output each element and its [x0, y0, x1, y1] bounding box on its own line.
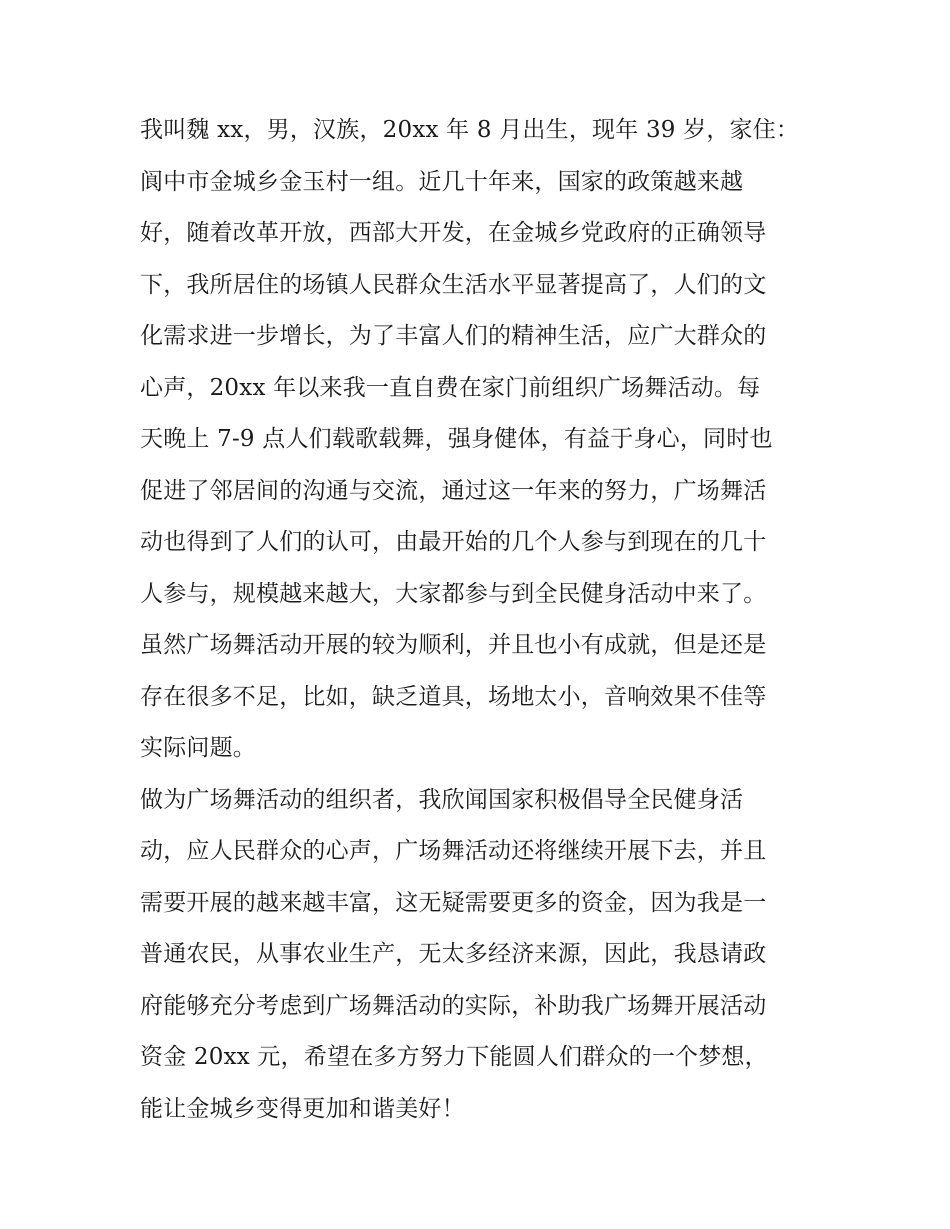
document-body	[140, 105, 820, 1135]
text-line: 人参与，规模越来越大，大家都参与到全民健身活动中来了。	[140, 580, 767, 607]
text-line: 下，我所居住的场镇人民群众生活水平显著提高了，人们的文	[140, 271, 767, 298]
text-line: 我叫魏 xx，男，汉族，20xx 年 8 月出生，现年 39 岁，家住：	[140, 117, 800, 143]
text-line: 促进了邻居间的沟通与交流，通过这一年来的努力，广场舞活	[140, 477, 767, 504]
text-line: 实际问题。	[140, 735, 256, 761]
text-line: 天晚上 7-9 点人们载歌载舞，强身健体，有益于身心，同时也	[140, 426, 773, 452]
text-line: 阆中市金城乡金玉村一组。近几十年来，国家的政策越来越	[140, 168, 744, 195]
text-line: 化需求进一步增长，为了丰富人们的精神生活，应广大群众的	[140, 323, 767, 349]
text-line: 动也得到了人们的认可，由最开始的几个人参与到现在的几十	[140, 529, 767, 555]
text-line: 做为广场舞活动的组织者，我欣闻国家积极倡导全民健身活	[140, 786, 744, 813]
paragraph-1	[140, 105, 820, 775]
text-line: 府能够充分考虑到广场舞活动的实际，补助我广场舞开展活动	[140, 992, 767, 1019]
text-line: 好，随着改革开放，西部大开发，在金城乡党政府的正确领导	[140, 220, 767, 246]
text-line: 普通农民，从事农业生产，无太多经济来源，因此，我恳请政	[140, 941, 767, 967]
text-line: 资金 20xx 元，希望在多方努力下能圆人们群众的一个梦想，	[140, 1044, 768, 1070]
text-line: 能让金城乡变得更加和谐美好！	[140, 1095, 465, 1122]
text-line: 动，应人民群众的心声，广场舞活动还将继续开展下去，并且	[140, 838, 767, 864]
text-line: 心声，20xx 年以来我一直自费在家门前组织广场舞活动。每	[140, 374, 761, 401]
text-line: 虽然广场舞活动开展的较为顺利，并且也小有成就，但是还是	[140, 632, 767, 658]
text-line: 存在很多不足，比如，缺乏道具，场地太小，音响效果不佳等	[140, 683, 767, 710]
text-line: 需要开展的越来越丰富，这无疑需要更多的资金，因为我是一	[140, 889, 767, 916]
paragraph-2	[140, 775, 820, 1136]
